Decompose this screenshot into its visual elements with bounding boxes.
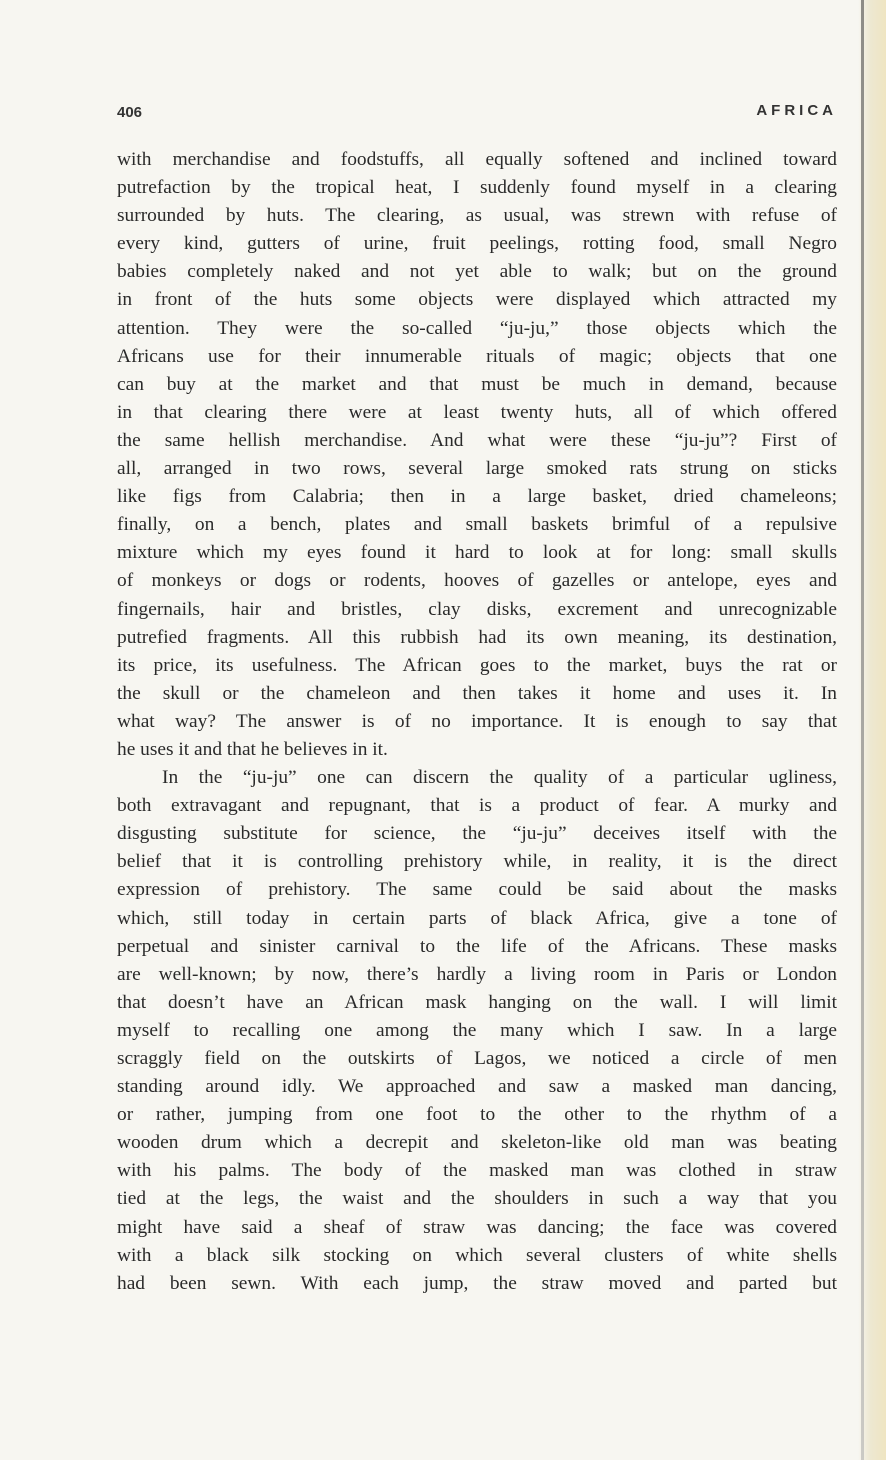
text-line: finally, on a bench, plates and small baskets brimful of a repulsive (117, 514, 837, 536)
text-line: babies completely naked and not yet able to walk; but on the ground (117, 261, 837, 283)
section-title: AFRICA (756, 102, 837, 119)
text-line: both extravagant and repugnant, that is a product of fear. A murky and (117, 795, 837, 817)
text-line: can buy at the market and that must be much in demand, because (117, 373, 837, 395)
text-line: of monkeys or dogs or rodents, hooves of gazelles or antelope, eyes and (117, 570, 837, 592)
text-line: Africans use for their innumerable rituals of magic; objects that one (117, 345, 837, 367)
text-line: which, still today in certain parts of black Africa, give a tone of (117, 907, 837, 929)
text-line: fingernails, hair and bristles, clay disks, excrement and unrecognizable (117, 598, 837, 620)
text-line: tied at the legs, the waist and the shoulders in such a way that you (117, 1188, 837, 1210)
text-line: myself to recalling one among the many which I saw. In a large (117, 1019, 837, 1041)
text-line: with his palms. The body of the masked man was clothed in straw (117, 1160, 837, 1182)
text-line: wooden drum which a decrepit and skeleton-like old man was beating (117, 1132, 837, 1154)
paragraph-last-line: he uses it and that he believes in it. (117, 738, 388, 760)
page-number: 406 (117, 104, 143, 121)
text-line: every kind, gutters of urine, fruit peelings, rotting food, small Negro (117, 233, 837, 255)
text-line: with merchandise and foodstuffs, all equally softened and inclined toward (117, 149, 837, 170)
text-line: the same hellish merchandise. And what were these “ju-ju”? First of (117, 429, 837, 451)
text-line: with a black silk stocking on which several clusters of white shells (117, 1244, 837, 1266)
text-line: scraggly field on the outskirts of Lagos, we noticed a circle of men (117, 1048, 837, 1069)
text-line: belief that it is controlling prehistory while, in reality, it is the direct (117, 851, 837, 873)
text-line: that doesn’t have an African mask hanging on the wall. I will limit (117, 991, 837, 1013)
text-line: perpetual and sinister carnival to the life of the Africans. These masks (117, 935, 837, 957)
text-line: are well-known; by now, there’s hardly a living room in Paris or London (117, 963, 837, 985)
text-line: the skull or the chameleon and then takes it home and uses it. In (117, 682, 837, 704)
text-line: all, arranged in two rows, several large smoked rats strung on sticks (117, 458, 837, 480)
text-line: standing around idly. We approached and saw a masked man dancing, (117, 1076, 837, 1098)
running-head (117, 98, 837, 126)
text-line: what way? The answer is of no importance. It is enough to say that (117, 710, 837, 732)
text-line: putrefied fragments. All this rubbish had its own meaning, its destination, (117, 626, 837, 648)
paragraph-first-line: In the “ju-ju” one can discern the quality of a particular ugliness, (162, 767, 837, 789)
page-edge-line (861, 0, 864, 1460)
body-text (117, 146, 837, 1298)
text-line: in front of the huts some objects were displayed which attracted my (117, 289, 837, 311)
text-line: its price, its usefulness. The African goes to the market, buys the rat or (117, 654, 837, 676)
text-line: mixture which my eyes found it hard to look at for long: small skulls (117, 542, 837, 564)
text-line: putrefaction by the tropical heat, I suddenly found myself in a clearing (117, 177, 837, 199)
text-line: in that clearing there were at least twenty huts, all of which offered (117, 401, 837, 423)
text-line: disgusting substitute for science, the “ju-ju” deceives itself with the (117, 823, 837, 845)
text-line: like figs from Calabria; then in a large basket, dried chameleons; (117, 486, 837, 508)
text-line: had been sewn. With each jump, the straw moved and parted but (117, 1272, 837, 1294)
text-line: or rather, jumping from one foot to the other to the rhythm of a (117, 1104, 837, 1126)
text-line: might have said a sheaf of straw was dancing; the face was covered (117, 1216, 837, 1238)
text-line: expression of prehistory. The same could be said about the masks (117, 879, 837, 901)
text-line: attention. They were the so-called “ju-ju,” those objects which the (117, 317, 837, 339)
text-line: surrounded by huts. The clearing, as usual, was strewn with refuse of (117, 205, 837, 227)
